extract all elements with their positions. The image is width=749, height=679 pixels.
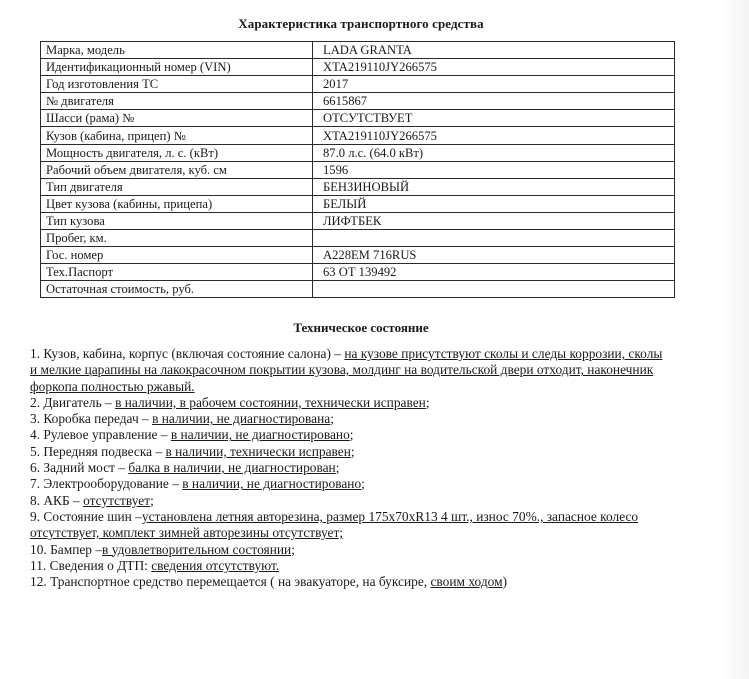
condition-item-label: 2. Двигатель – [30, 394, 116, 410]
table-row [41, 42, 675, 59]
table-row [41, 264, 675, 281]
field-label: Шасси (рама) № [41, 110, 313, 127]
field-label: Марка, модель [41, 42, 313, 59]
condition-item-label: 6. Задний мост – [30, 460, 129, 476]
field-label: Год изготовления ТС [41, 76, 313, 93]
condition-item-value: в наличии, не диагностирована [152, 411, 331, 427]
condition-item-label: 12. Транспортное средство перемещается ( на эвакуаторе, на буксире, [30, 574, 431, 590]
condition-item-value: отсутствует [83, 492, 151, 508]
field-label: Тех.Паспорт [41, 264, 313, 281]
field-label: Идентификационный номер (VIN) [41, 59, 313, 76]
condition-item-label: 3. Коробка передач – [30, 411, 153, 427]
field-label: № двигателя [41, 93, 313, 110]
table-row [41, 76, 675, 93]
condition-item-suffix: ; [349, 427, 354, 443]
condition-item-value: в наличии, технически исправен [165, 443, 351, 459]
field-value: ОТСУТСТВУЕТ [313, 110, 675, 127]
table-row [41, 212, 675, 229]
condition-item [30, 542, 670, 558]
condition-item [30, 476, 670, 492]
condition-item [30, 395, 670, 411]
field-value: LADA GRANTA [313, 42, 675, 59]
condition-item-label: 7. Электрооборудование – [30, 476, 183, 492]
condition-item-value: балка в наличии, не диагностирован [128, 460, 336, 476]
field-value: 63 ОТ 139492 [313, 264, 675, 281]
condition-item-suffix: ; [150, 492, 154, 508]
condition-item [30, 574, 670, 590]
field-value [313, 230, 675, 247]
condition-item-value: в наличии, не диагностировано [170, 427, 350, 443]
field-value: 87.0 л.с. (64.0 кВт) [313, 144, 675, 161]
condition-item [30, 460, 670, 476]
table-row [41, 195, 675, 212]
table-row [41, 127, 675, 144]
field-value: 1596 [313, 161, 675, 178]
condition-item-label: 10. Бампер – [30, 541, 103, 557]
condition-list [30, 346, 670, 590]
field-label: Тип кузова [41, 212, 313, 229]
field-label: Мощность двигателя, л. с. (кВт) [41, 144, 313, 161]
condition-item-suffix: ; [361, 476, 365, 492]
condition-item [30, 444, 670, 460]
field-value: ЛИФТБЕК [313, 212, 675, 229]
condition-item [30, 411, 670, 427]
condition-item [30, 558, 670, 574]
condition-item-label: 8. АКБ – [30, 492, 84, 508]
field-label: Остаточная стоимость, руб. [41, 281, 313, 298]
field-label: Цвет кузова (кабины, прицепа) [41, 195, 313, 212]
field-value: XTA219110JY266575 [313, 127, 675, 144]
field-value: БЕНЗИНОВЫЙ [313, 178, 675, 195]
condition-item [30, 493, 670, 509]
condition-section-title: Техническое состояние [293, 320, 429, 335]
condition-item [30, 427, 670, 443]
condition-item-suffix: ; [425, 394, 430, 410]
field-value [313, 281, 675, 298]
field-value: XTA219110JY266575 [313, 59, 675, 76]
field-label: Гос. номер [41, 247, 313, 264]
condition-item-suffix: ; [335, 460, 340, 476]
condition-item-label: 1. Кузов, кабина, корпус (включая состояние салона) – [30, 346, 345, 361]
field-value: А228ЕМ 716RUS [313, 247, 675, 264]
field-value: 2017 [313, 76, 675, 93]
field-label: Рабочий объем двигателя, куб. см [41, 161, 313, 178]
condition-item-label: 9. Состояние шин – [30, 508, 142, 524]
condition-item-value: в наличии, не диагностировано [182, 476, 362, 492]
condition-item-value: сведения отсутствуют. [151, 557, 280, 573]
table-row [41, 93, 675, 110]
scan-edge-shadow [719, 0, 749, 679]
condition-item-suffix: ; [291, 541, 295, 557]
field-label: Пробег, км. [41, 230, 313, 247]
condition-item-suffix: ) [502, 574, 508, 590]
field-value: БЕЛЫЙ [313, 195, 675, 212]
condition-item-label: 11. Сведения о ДТП: [30, 557, 152, 573]
condition-item-suffix: ; [330, 411, 334, 427]
table-row [41, 144, 675, 161]
table-row [41, 110, 675, 127]
condition-item-value: на кузове присутствуют сколы и следы коррозии, сколы и мелкие царапины на лакокрасочном покрытии кузова, молдинг на водительской двери отходит, наконечник форкопа полностью ржавый. [30, 346, 663, 394]
condition-item-value: своим ходом [430, 574, 503, 590]
table-row [41, 178, 675, 195]
condition-item [30, 509, 670, 542]
document-title: Характеристика транспортного средства [238, 16, 484, 31]
table-row [41, 161, 675, 178]
condition-item-label: 5. Передняя подвеска – [30, 443, 166, 459]
condition-item-label: 4. Рулевое управление – [30, 427, 171, 443]
field-label: Кузов (кабина, прицеп) № [41, 127, 313, 144]
table-row [41, 281, 675, 298]
field-label: Тип двигателя [41, 178, 313, 195]
table-row [41, 230, 675, 247]
field-value: 6615867 [313, 93, 675, 110]
vehicle-characteristics-table [40, 41, 675, 298]
condition-item [30, 346, 670, 395]
table-row [41, 247, 675, 264]
condition-item-value: в наличии, в рабочем состоянии, технически исправен [115, 394, 426, 410]
table-row [41, 59, 675, 76]
condition-item-value: установлена летняя авторезина, размер 175х70хR13 4 шт., износ 70%., запасное колесо отсутствует, комплект зимней авторезины отсутствует; [30, 508, 639, 541]
condition-item-suffix: ; [350, 443, 355, 459]
condition-item-value: в удовлетворительном состоянии [102, 541, 292, 557]
